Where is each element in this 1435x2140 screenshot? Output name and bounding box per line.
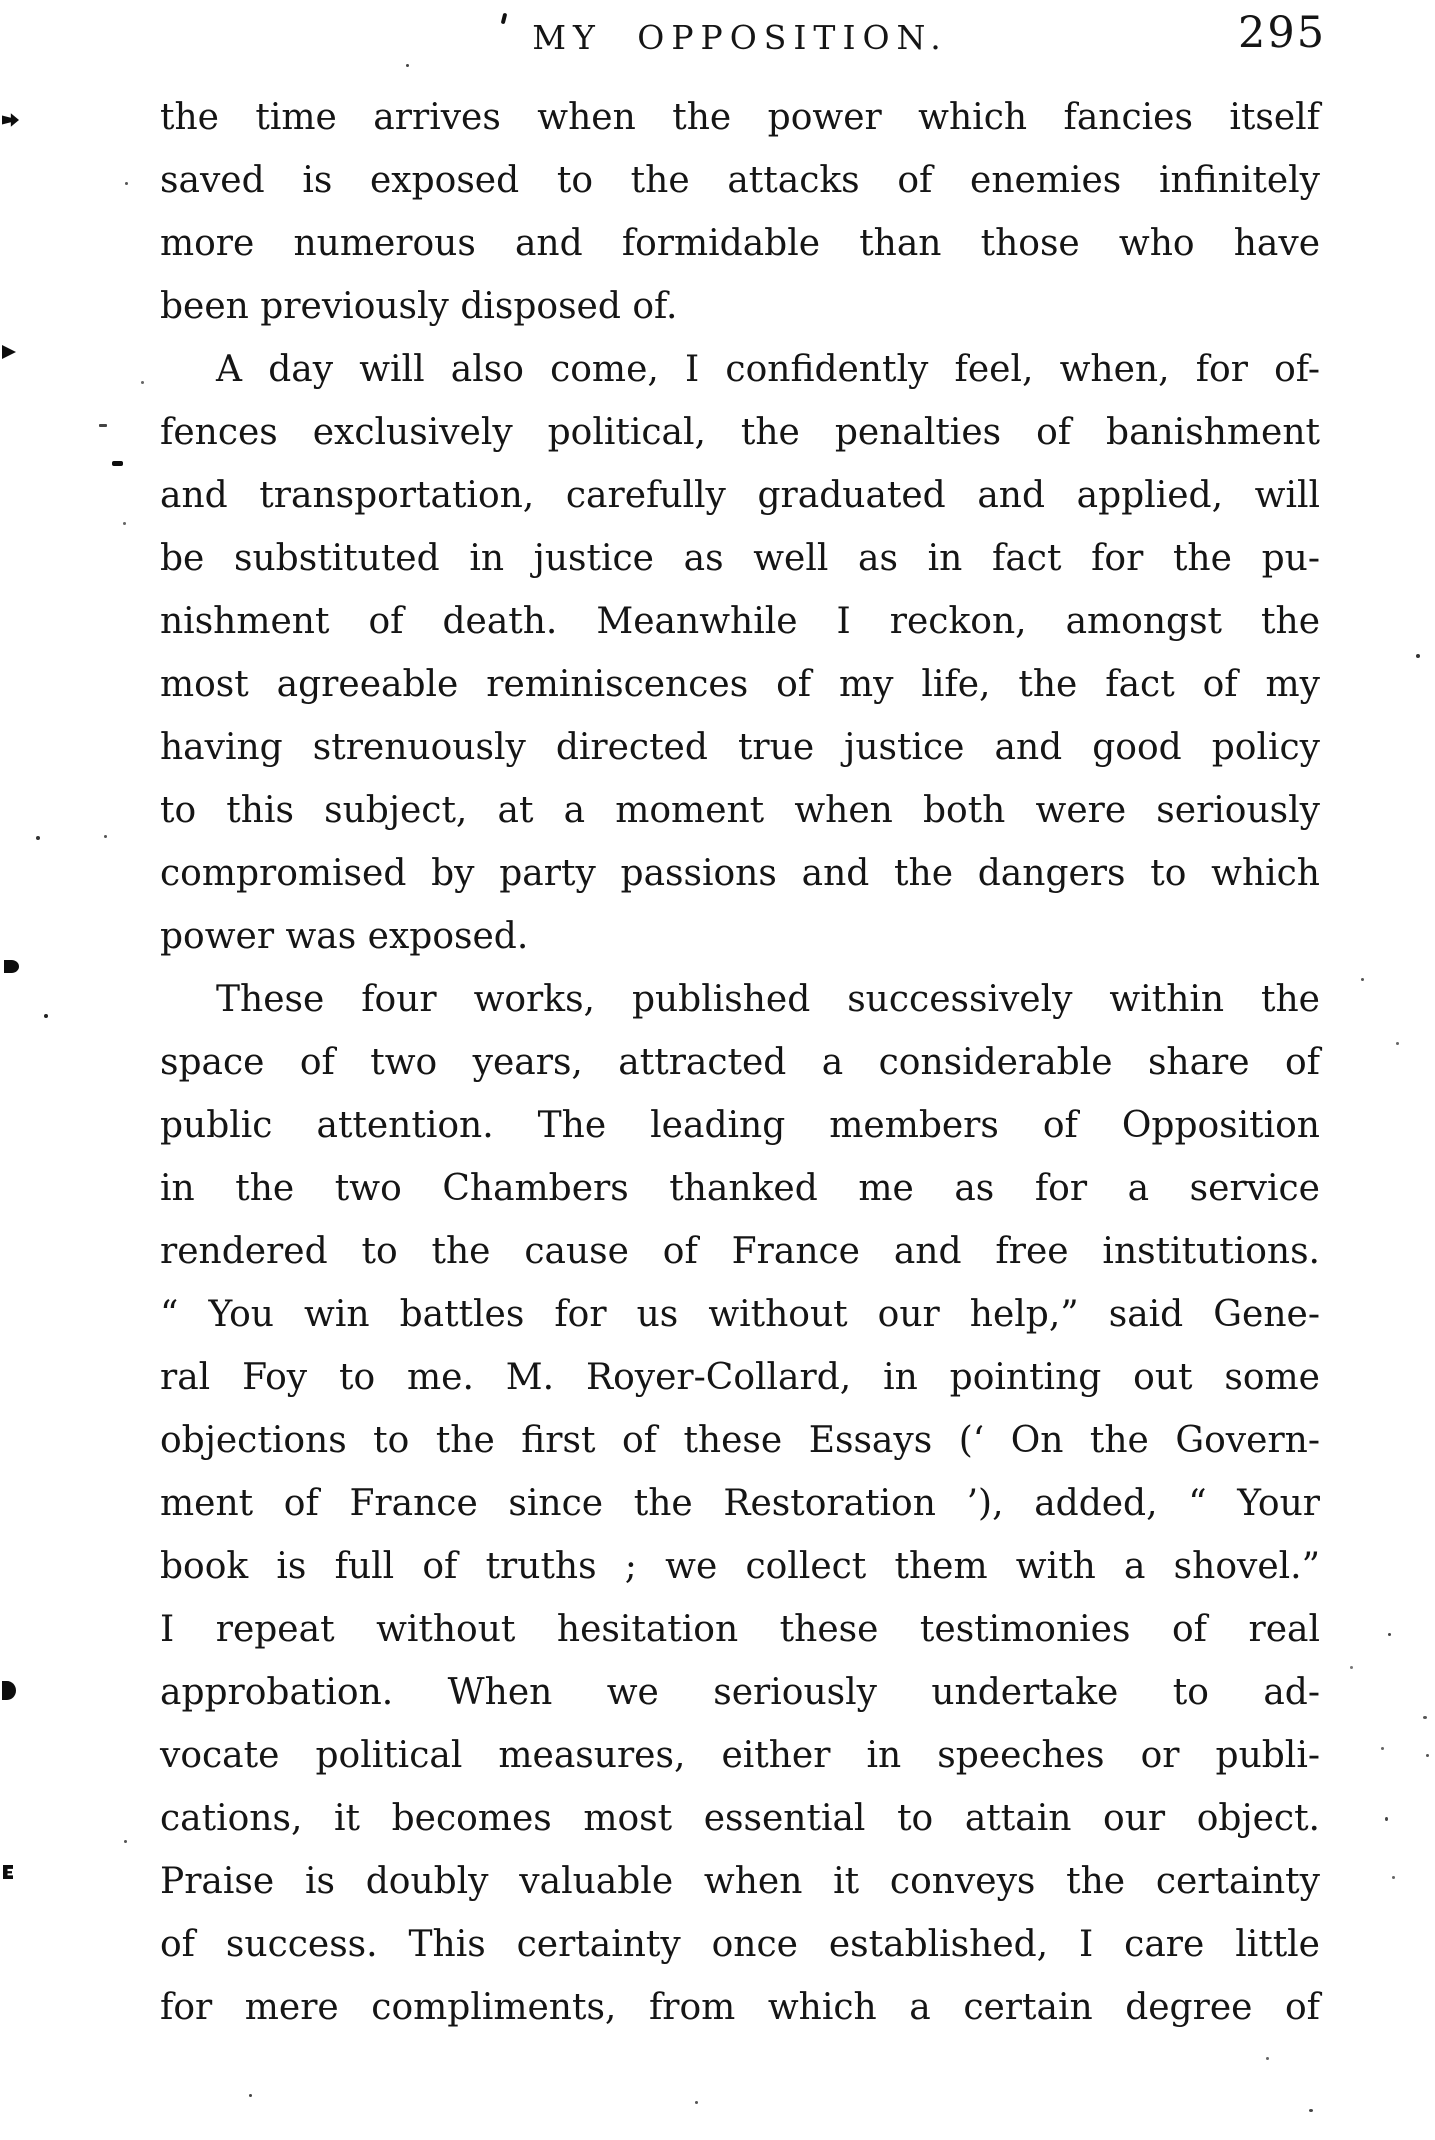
ink-speck [1426,1754,1429,1757]
ink-speck [36,836,40,840]
text-line: the time arrives when the power which fancies itself [160,97,1320,138]
running-header-title: MY OPPOSITION. [532,18,948,57]
text-line: power was exposed. [160,916,529,957]
text-line: more numerous and formidable than those who have [160,223,1320,264]
text-line: ment of France since the Restoration ’), added, “ Your [160,1483,1320,1524]
ink-speck [1266,2057,1269,2060]
ink-speck [406,64,409,67]
page-number: 295 [1238,8,1327,58]
margin-ink-mark [4,960,19,973]
text-line: ral Foy to me. M. Royer-Collard, in pointing out some [160,1357,1320,1398]
ink-speck [1392,1876,1395,1879]
text-line: to this subject, at a moment when both were seriously [160,790,1320,831]
text-line: A day will also come, I confidently feel, when, for of- [216,349,1320,390]
ink-speck [1388,1633,1391,1636]
text-line: fences exclusively political, the penalties of banishment [160,412,1320,453]
text-line: been previously disposed of. [160,286,678,327]
text-line: of success. This certainty once established, I care little [160,1924,1320,1965]
ink-speck [125,182,128,185]
ink-speck [1423,1716,1427,1719]
ink-speck [695,2101,698,2104]
text-line: nishment of death. Meanwhile I reckon, amongst the [160,601,1320,642]
text-line: book is full of truths ; we collect them with a shovel.” [160,1546,1320,1587]
ink-speck [1396,1042,1399,1045]
ink-speck [104,835,107,838]
margin-ink-mark [2,112,19,128]
text-line: public attention. The leading members of Opposition [160,1105,1320,1146]
ink-speck [1350,1666,1353,1669]
text-line: rendered to the cause of France and free institutions. [160,1231,1320,1272]
text-line: I repeat without hesitation these testimonies of real [160,1609,1320,1650]
text-line: These four works, published successively within the [216,979,1320,1020]
text-line: space of two years, attracted a considerable share of [160,1042,1320,1083]
ink-speck [1361,978,1364,981]
ink-speck [123,522,126,525]
ink-speck [141,381,144,384]
text-line: be substituted in justice as well as in fact for the pu- [160,538,1320,579]
ink-speck [249,2094,252,2097]
text-line: approbation. When we seriously undertake to ad- [160,1672,1320,1713]
ink-speck [1381,1747,1384,1750]
ink-speck [124,1840,127,1843]
body-text-block [160,86,1320,2039]
margin-ink-mark [2,345,16,359]
text-line: most agreeable reminiscences of my life, the fact of my [160,664,1320,705]
ink-speck [112,461,123,466]
margin-ink-mark [2,1681,16,1700]
ink-speck [1416,654,1420,658]
text-line: compromised by party passions and the dangers to which [160,853,1320,894]
text-line: in the two Chambers thanked me as for a service [160,1168,1320,1209]
text-line: objections to the first of these Essays (‘ On the Govern- [160,1420,1320,1461]
text-line: and transportation, carefully graduated and applied, will [160,475,1320,516]
text-line: Praise is doubly valuable when it conveys the certainty [160,1861,1320,1902]
ink-speck [1385,1817,1388,1821]
ink-speck [1309,2109,1313,2112]
ink-speck [99,424,107,427]
text-line: saved is exposed to the attacks of enemies infinitely [160,160,1320,201]
text-line: “ You win battles for us without our help,” said Gene- [160,1294,1320,1335]
text-line: vocate political measures, either in speeches or publi- [160,1735,1320,1776]
text-line: for mere compliments, from which a certain degree of [160,1987,1320,2028]
margin-ink-mark [3,1865,13,1879]
text-line: having strenuously directed true justice and good policy [160,727,1320,768]
ink-speck [44,1014,48,1018]
text-line: cations, it becomes most essential to attain our object. [160,1798,1320,1839]
